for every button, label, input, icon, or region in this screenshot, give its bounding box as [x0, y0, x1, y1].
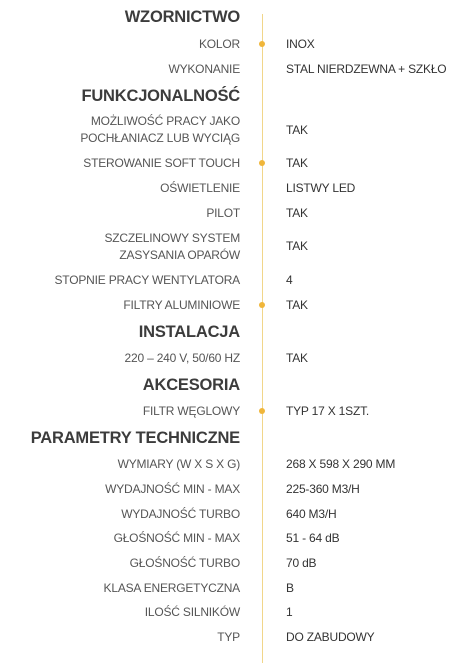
spec-value-sterowanie: TAK — [286, 156, 308, 170]
spec-label-ilosc-silnikow: ILOŚĆ SILNIKÓW — [144, 605, 240, 619]
spec-value-zasilanie: TAK — [286, 351, 308, 365]
spec-label-oswietlenie: OŚWIETLENIE — [160, 181, 240, 195]
spec-value-tryb-pracy: TAK — [286, 123, 308, 137]
spec-value-wymiary: 268 X 598 X 290 MM — [286, 457, 396, 471]
spec-label-kolor: KOLOR — [198, 37, 240, 51]
spec-value-wydajnosc-turbo: 640 M3/H — [286, 507, 337, 521]
spec-value-wydajnosc-min-max: 225-360 M3/H — [286, 482, 360, 496]
spec-label-filtry-aluminiowe: FILTRY ALUMINIOWE — [123, 298, 240, 312]
spec-value-system-zasysania: TAK — [286, 239, 308, 253]
section-heading-funkcjonalnosc: FUNKCJONALNOŚĆ — [81, 87, 240, 105]
spec-label-typ: TYP — [217, 630, 240, 644]
spec-label-klasa-energetyczna: KLASA ENERGETYCZNA — [103, 581, 240, 595]
section-heading-wzornictwo: WZORNICTWO — [124, 8, 240, 26]
spec-label-pilot: PILOT — [206, 206, 240, 220]
spec-value-ilosc-silnikow: 1 — [286, 605, 293, 619]
spec-label-stopnie-pracy: STOPNIE PRACY WENTYLATORA — [54, 273, 240, 287]
spec-value-glosnosc-turbo: 70 dB — [286, 556, 317, 570]
bullet-dot-icon — [259, 41, 265, 47]
spec-value-glosnosc-min-max: 51 - 64 dB — [286, 531, 340, 545]
spec-value-stopnie-pracy: 4 — [286, 273, 293, 287]
section-heading-parametry-techniczne: PARAMETRY TECHNICZNE — [30, 429, 240, 447]
bullet-dot-icon — [259, 408, 265, 414]
spec-label-sterowanie: STEROWANIE SOFT TOUCH — [83, 156, 240, 170]
spec-value-filtr-weglowy: TYP 17 X 1SZT. — [286, 404, 370, 418]
spec-value-wykonanie: STAL NIERDZEWNA + SZKŁO — [286, 62, 447, 76]
spec-value-typ: DO ZABUDOWY — [286, 630, 375, 644]
section-heading-akcesoria: AKCESORIA — [142, 376, 240, 394]
spec-label-wymiary: WYMIARY (W X S X G) — [117, 457, 240, 471]
spec-label-tryb-pracy: MOŻLIWOŚĆ PRACY JAKO POCHŁANIACZ LUB WYCIĄG — [80, 114, 240, 145]
spec-label-zasilanie: 220 – 240 V, 50/60 HZ — [124, 351, 240, 365]
spec-label-glosnosc-min-max: GŁOŚNOŚĆ MIN - MAX — [113, 531, 240, 545]
spec-value-pilot: TAK — [286, 206, 308, 220]
spec-label-wykonanie: WYKONANIE — [168, 62, 240, 76]
center-divider-line — [262, 14, 263, 663]
section-heading-instalacja: INSTALACJA — [138, 323, 240, 341]
spec-label-glosnosc-turbo: GŁOŚNOŚĆ TURBO — [129, 556, 240, 570]
bullet-dot-icon — [259, 302, 265, 308]
spec-value-klasa-energetyczna: B — [286, 581, 294, 595]
spec-label-wydajnosc-turbo: WYDAJNOŚĆ TURBO — [121, 507, 240, 521]
spec-label-filtr-weglowy: FILTR WĘGLOWY — [142, 404, 240, 418]
spec-value-kolor: INOX — [286, 37, 315, 51]
spec-label-system-zasysania: SZCZELINOWY SYSTEM ZASYSANIA OPARÓW — [104, 231, 240, 262]
bullet-dot-icon — [259, 160, 265, 166]
spec-value-filtry-aluminiowe: TAK — [286, 298, 308, 312]
spec-value-oswietlenie: LISTWY LED — [286, 181, 356, 195]
spec-label-wydajnosc-min-max: WYDAJNOŚĆ MIN - MAX — [105, 482, 240, 496]
